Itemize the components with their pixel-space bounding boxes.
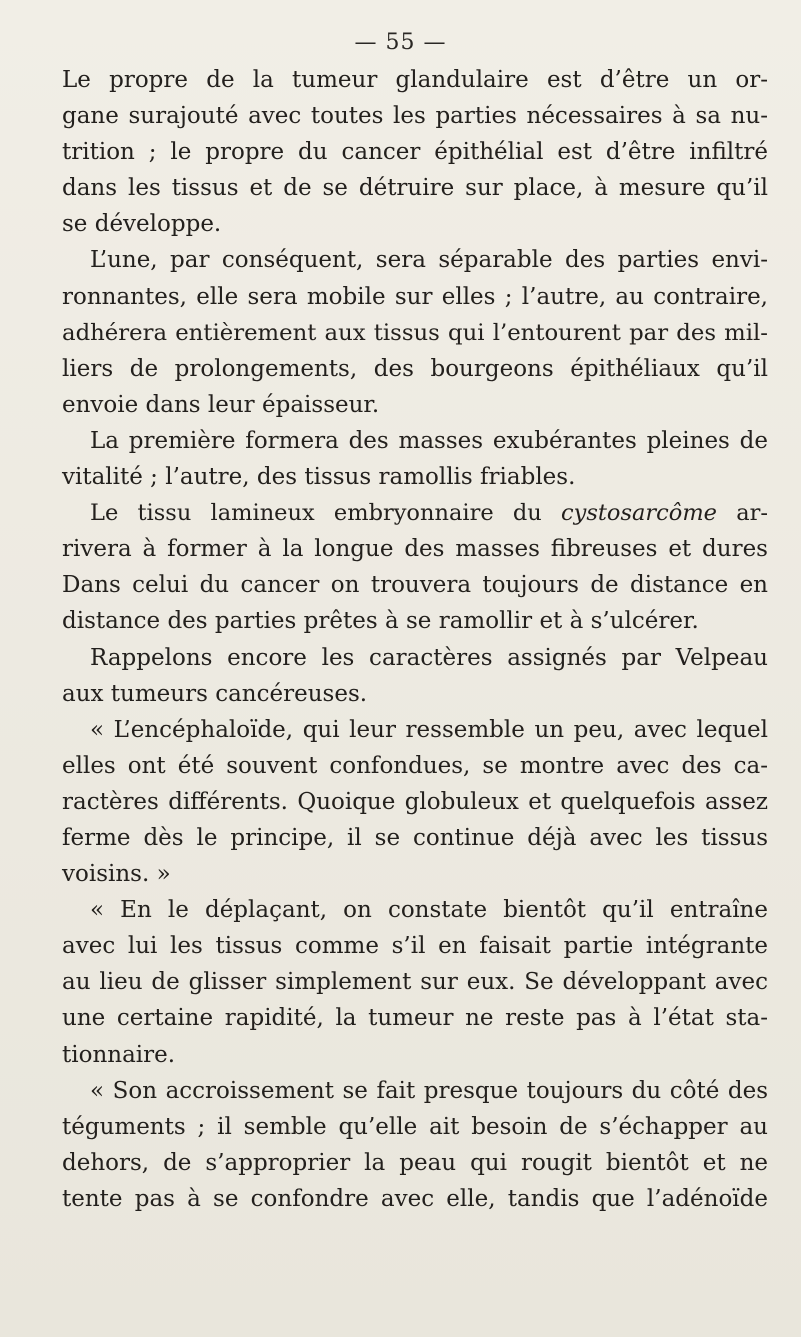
text-line: ferme dès le principe, il se continue déjà avec les tissus	[62, 824, 768, 851]
body-text	[62, 62, 768, 1217]
text-line: téguments ; il semble qu’elle ait besoin de s’échapper au	[62, 1113, 768, 1140]
text-line: distance des parties prêtes à se ramollir et à s’ulcérer.	[62, 608, 699, 635]
text-line: adhérera entièrement aux tissus qui l’entourent par des mil-	[62, 319, 768, 346]
text-line: rivera à former à la longue des masses fibreuses et dures	[62, 536, 768, 563]
text-line: envoie dans leur épaisseur.	[62, 391, 380, 418]
text-line: aux tumeurs cancéreuses.	[62, 680, 368, 707]
text-line: gane surajouté avec toutes les parties nécessaires à sa nu-	[62, 103, 768, 130]
text-line: dehors, de s’approprier la peau qui rougit bientôt et ne	[62, 1149, 768, 1176]
text-line: se développe.	[62, 211, 222, 238]
text-line: L’une, par conséquent, sera séparable des parties envi-	[90, 247, 768, 274]
text-line: dans les tissus et de se détruire sur place, à mesure qu’il	[62, 175, 768, 202]
text-line: trition ; le propre du cancer épithélial est d’être infiltré	[62, 139, 768, 166]
italic-term: cystosarcôme	[561, 500, 717, 527]
text-line: voisins. »	[62, 861, 171, 888]
text-line: au lieu de glisser simplement sur eux. Se développant avec	[62, 969, 768, 996]
text-fragment: ar-	[716, 500, 768, 527]
text-line: tionnaire.	[62, 1041, 176, 1068]
text-line: ronnantes, elle sera mobile sur elles ; l’autre, au contraire,	[62, 283, 768, 310]
page-number: — 55 —	[354, 30, 447, 55]
text-line: ractères différents. Quoique globuleux et quelquefois assez	[62, 788, 768, 815]
text-line: La première formera des masses exubérantes pleines de	[90, 427, 768, 454]
text-line: « En le déplaçant, on constate bientôt qu’il entraîne	[90, 897, 768, 924]
text-line-with-italic	[62, 495, 768, 531]
text-line: Rappelons encore les caractères assignés par Velpeau	[90, 644, 768, 671]
text-line: Le propre de la tumeur glandulaire est d’être un or-	[62, 67, 768, 93]
text-line: « L’encéphaloïde, qui leur ressemble un peu, avec lequel	[90, 716, 768, 743]
text-line: tente pas à se confondre avec elle, tandis que l’adénoïde	[62, 1185, 768, 1212]
text-fragment: Le tissu lamineux embryonnaire du	[90, 500, 562, 527]
text-line: vitalité ; l’autre, des tissus ramollis friables.	[62, 464, 576, 491]
text-line: avec lui les tissus comme s’il en faisait partie intégrante	[62, 933, 768, 960]
text-line: « Son accroissement se fait presque toujours du côté des	[90, 1077, 768, 1104]
text-line: liers de prolongements, des bourgeons épithéliaux qu’il	[62, 355, 768, 382]
text-line: elles ont été souvent confondues, se montre avec des ca-	[62, 752, 768, 779]
text-line: Dans celui du cancer on trouvera toujours de distance en	[62, 572, 768, 599]
text-line: une certaine rapidité, la tumeur ne reste pas à l’état sta-	[62, 1005, 768, 1032]
